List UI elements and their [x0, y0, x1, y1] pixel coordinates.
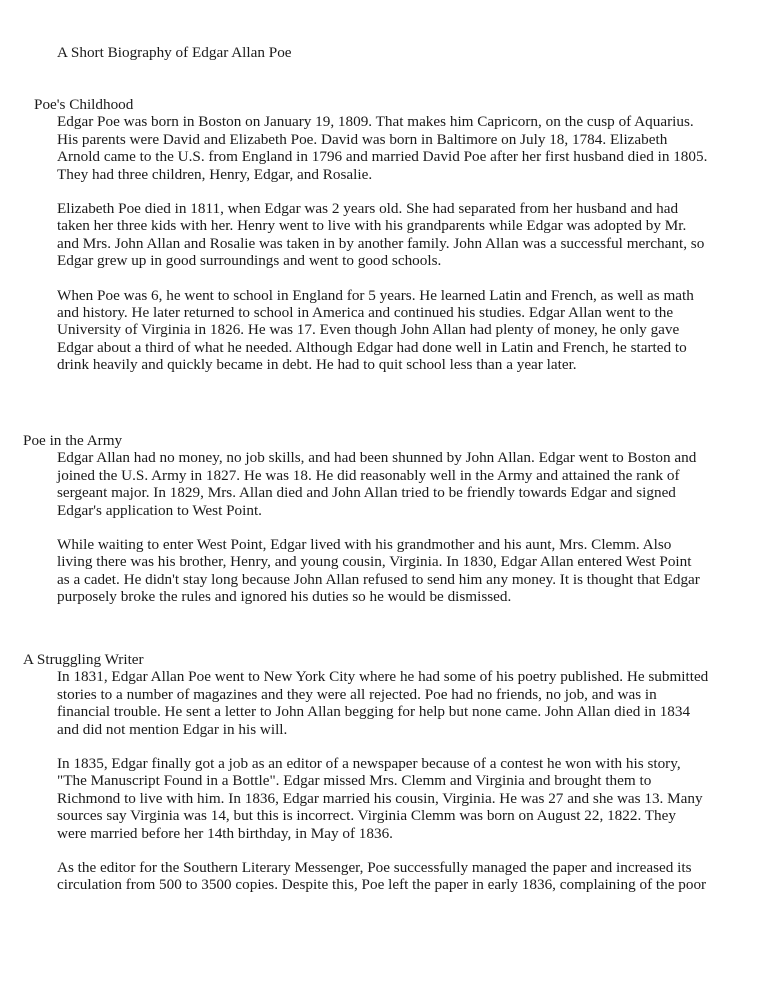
text-line: and did not mention Edgar in his will. — [57, 720, 288, 738]
text-line: When Poe was 6, he went to school in England for 5 years. He learned Latin and French, as well as math — [57, 286, 694, 304]
text-line: Elizabeth Poe died in 1811, when Edgar was 2 years old. She had separated from her husband and had — [57, 200, 679, 218]
text-line: Edgar about a third of what he needed. Although Edgar had done well in Latin and French, he started to — [57, 338, 687, 356]
text-line: Edgar Allan had no money, no job skills, and had been shunned by John Allan. Edgar went to Boston and — [57, 449, 697, 467]
document-title: A Short Biography of Edgar Allan Poe — [57, 44, 292, 61]
text-line: Edgar's application to West Point. — [57, 501, 262, 519]
paragraph — [57, 449, 737, 519]
text-line: In 1835, Edgar finally got a job as an editor of a newspaper because of a contest he won with his story, — [57, 755, 681, 773]
text-line: "The Manuscript Found in a Bottle". Edgar missed Mrs. Clemm and Virginia and brought them to — [57, 772, 652, 790]
text-line: In 1831, Edgar Allan Poe went to New York City where he had some of his poetry published. He submitted — [57, 668, 709, 686]
paragraph — [57, 536, 737, 606]
text-line: as a cadet. He didn't stay long because John Allan refused to send him any money. It is thought that Edgar — [57, 570, 700, 588]
text-line: Edgar Poe was born in Boston on January 19, 1809. That makes him Capricorn, on the cusp of Aquarius. — [57, 113, 694, 131]
paragraph — [57, 200, 737, 270]
text-line: were married before her 14th birthday, in May of 1836. — [57, 824, 393, 842]
paragraph — [57, 755, 737, 842]
section-poes-childhood — [0, 96, 768, 391]
section-heading: Poe's Childhood — [34, 96, 134, 113]
text-line: sergeant major. In 1829, Mrs. Allan died and John Allan tried to be friendly towards Edgar and signed — [57, 484, 676, 502]
section-heading: Poe in the Army — [23, 432, 123, 449]
text-line: and history. He later returned to school in America and continued his studies. Edgar Allan went to the — [57, 304, 674, 322]
text-line: Richmond to live with him. In 1836, Edgar married his cousin, Virginia. He was 27 and she was 13. Many — [57, 789, 703, 807]
text-line: Arnold came to the U.S. from England in 1796 and married David Poe after her first husband died in 1805. — [57, 148, 708, 166]
text-line: living there was his brother, Henry, and young cousin, Virginia. In 1830, Edgar Allan entered West Point — [57, 553, 692, 571]
text-line: As the editor for the Southern Literary Messenger, Poe successfully managed the paper and increased its — [57, 859, 692, 877]
text-line: circulation from 500 to 3500 copies. Despite this, Poe left the paper in early 1836, complaining of the poor — [57, 876, 707, 894]
paragraph — [57, 859, 737, 894]
text-line: Edgar grew up in good surroundings and went to good schools. — [57, 252, 442, 270]
text-line: purposely broke the rules and ignored his duties so he would be dismissed. — [57, 588, 512, 606]
text-line: His parents were David and Elizabeth Poe. David was born in Baltimore on July 18, 1784. Elizabeth — [57, 130, 668, 148]
text-line: joined the U.S. Army in 1827. He was 18. He did reasonably well in the Army and attained the rank of — [57, 466, 680, 484]
text-line: While waiting to enter West Point, Edgar lived with his grandmother and his aunt, Mrs. Clemm. Also — [57, 536, 672, 554]
text-line: University of Virginia in 1826. He was 17. Even though John Allan had plenty of money, he only gave — [57, 321, 680, 339]
paragraph — [57, 113, 737, 183]
text-line: financial trouble. He sent a letter to John Allan begging for help but none came. John Allan died in 1834 — [57, 703, 691, 721]
text-line: They had three children, Henry, Edgar, and Rosalie. — [57, 165, 373, 183]
section-a-struggling-writer — [0, 651, 768, 911]
text-line: stories to a number of magazines and they were all rejected. Poe had no friends, no job, and was in — [57, 685, 657, 703]
text-line: taken her three kids with her. Henry went to live with his grandparents while Edgar was adopted by Mr. — [57, 217, 687, 235]
text-line: drink heavily and quickly became in debt. He had to quit school less than a year later. — [57, 356, 577, 374]
paragraph — [57, 668, 737, 738]
text-line: sources say Virginia was 14, but this is incorrect. Virginia Clemm was born on August 22, 1822. They — [57, 807, 676, 825]
section-poe-in-the-army — [0, 432, 768, 623]
section-heading: A Struggling Writer — [23, 651, 144, 668]
text-line: and Mrs. John Allan and Rosalie was taken in by another family. John Allan was a successful merchant, so — [57, 234, 705, 252]
paragraph — [57, 287, 737, 374]
